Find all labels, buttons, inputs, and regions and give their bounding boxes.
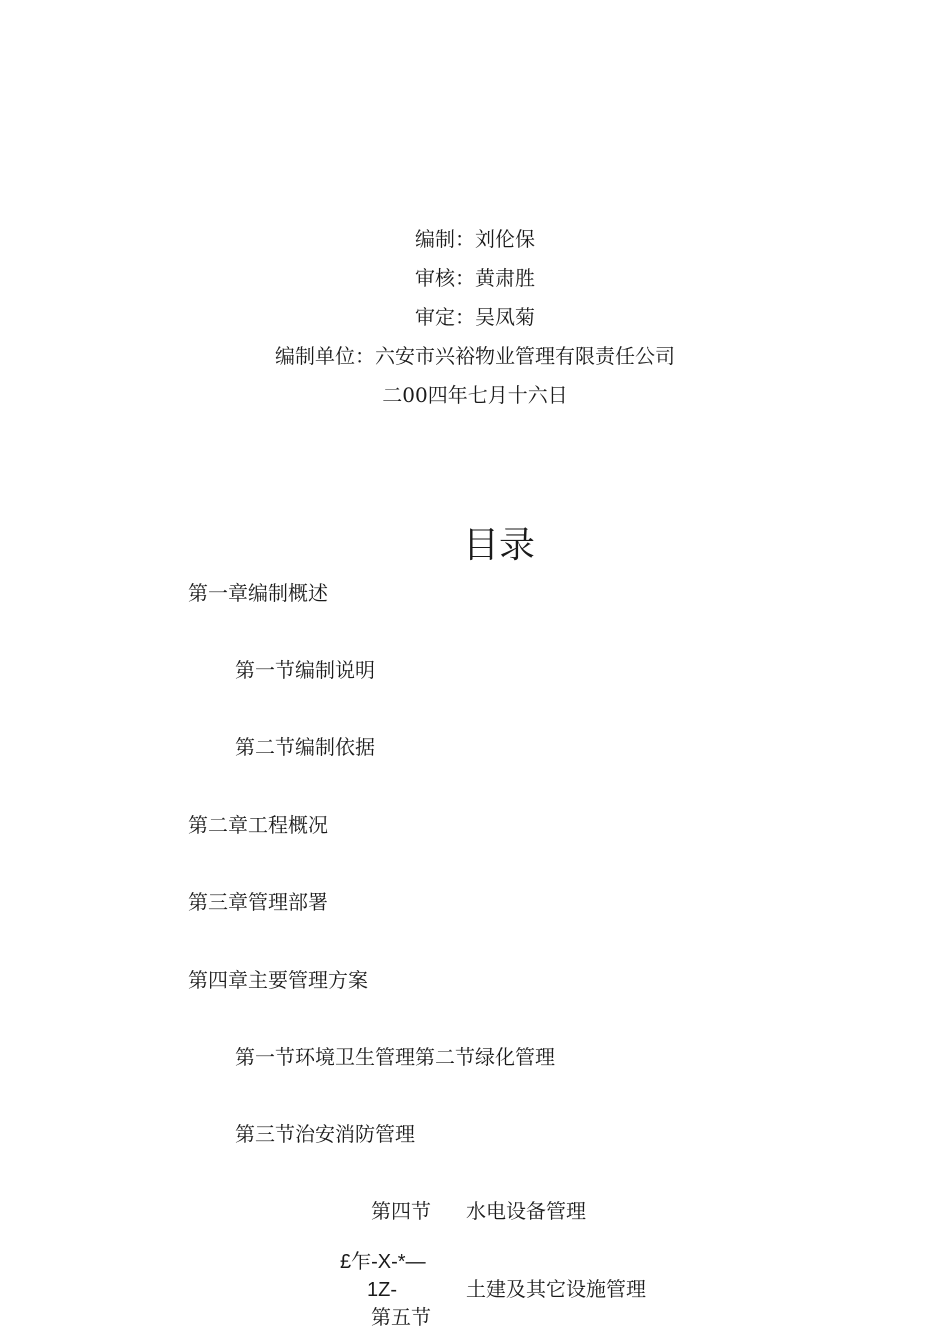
- toc-chapter-1: 第一章编制概述: [188, 581, 328, 605]
- organization-line: 编制单位：六安市兴裕物业管理有限责任公司: [275, 344, 675, 368]
- toc-chapter-4-section-3: 第三节治安消防管理: [235, 1122, 415, 1146]
- toc-title: 目录: [462, 525, 535, 566]
- toc-chapter-4-sections-1-2: 第一节环境卫生管理第二节绿化管理: [235, 1045, 555, 1069]
- approver-line: 审定：吴凤菊: [415, 305, 535, 329]
- compiler-line: 编制：刘伦保: [415, 227, 535, 251]
- toc-chapter-1-section-2: 第二节编制依据: [235, 735, 375, 759]
- toc-chapter-4-section-4-title: 水电设备管理: [466, 1199, 586, 1223]
- toc-chapter-4-section-4-label: 第四节: [371, 1199, 431, 1223]
- reviewer-line: 审核：黄肃胜: [415, 266, 535, 290]
- toc-chapter-4-section-5-label: 第五节: [371, 1305, 431, 1329]
- garbled-text-line-1: £乍-X‐*—: [340, 1251, 426, 1273]
- toc-chapter-3: 第三章管理部署: [188, 890, 328, 914]
- toc-chapter-4: 第四章主要管理方案: [188, 968, 368, 992]
- toc-chapter-4-section-5-title: 土建及其它设施管理: [466, 1277, 646, 1301]
- toc-chapter-2: 第二章工程概况: [188, 813, 328, 837]
- toc-chapter-1-section-1: 第一节编制说明: [235, 658, 375, 682]
- garbled-text-line-2: 1Z-: [367, 1279, 397, 1301]
- date-line: 二00四年七月十六日: [382, 383, 568, 407]
